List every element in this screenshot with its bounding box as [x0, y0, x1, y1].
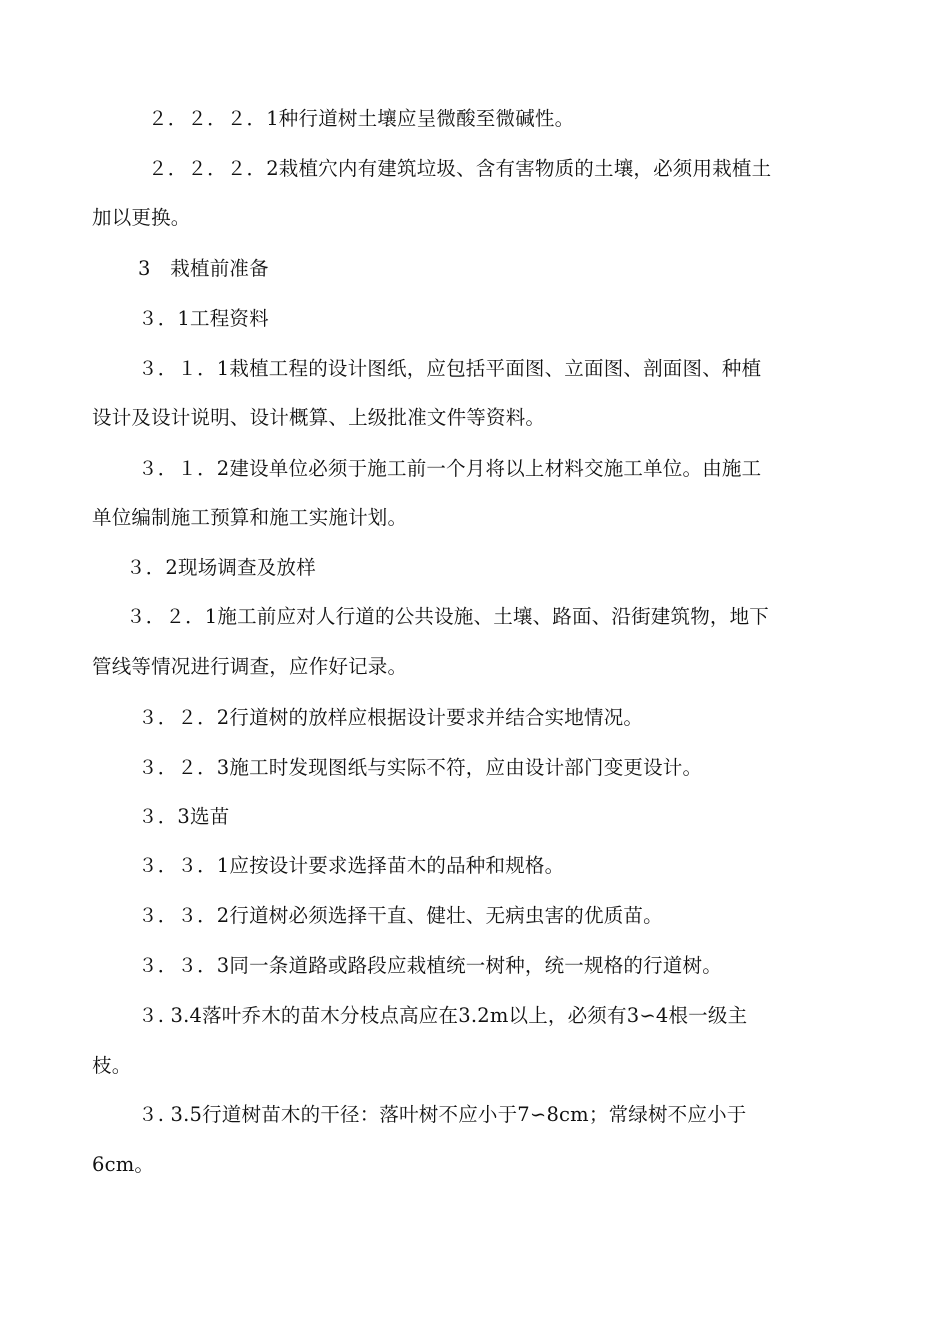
text-line-2221: ２．２．２．1种行道树土壤应呈微酸至微碱性。	[148, 107, 575, 130]
text-line-333: ３．３．3同一条道路或路段应栽植统一树种，统一规格的行道树。	[138, 954, 722, 977]
text-line-322: ３．２．2行道树的放样应根据设计要求并结合实地情况。	[138, 706, 644, 729]
text-line-331: ３．３．1应按设计要求选择苗木的品种和规格。	[138, 854, 565, 877]
section-heading-3: 3 栽植前准备	[138, 257, 269, 280]
text-line-2222-cont: 加以更换。	[92, 206, 191, 229]
text-line-2222: ２．２．２．2栽植穴内有建筑垃圾、含有害物质的土壤，必须用栽植土	[148, 157, 772, 180]
text-line-311-cont: 设计及设计说明、设计概算、上级批准文件等资料。	[92, 406, 546, 429]
text-line-334-cont: 枝。	[92, 1054, 132, 1077]
text-line-323: ３．２．3施工时发现图纸与实际不符，应由设计部门变更设计。	[138, 756, 703, 779]
subsection-heading-31: ３．1工程资料	[138, 307, 269, 330]
subsection-heading-32: ３．2现场调查及放样	[126, 556, 316, 579]
text-line-335-cont: 6cm。	[92, 1153, 155, 1176]
subsection-heading-33: ３．3选苗	[138, 805, 230, 828]
text-line-311: ３．１．1栽植工程的设计图纸，应包括平面图、立面图、剖面图、种植	[138, 357, 762, 380]
text-line-321: ３．２．1施工前应对人行道的公共设施、土壤、路面、沿街建筑物，地下	[126, 605, 770, 628]
text-line-321-cont: 管线等情况进行调查，应作好记录。	[92, 655, 408, 678]
text-line-312: ３．１．2建设单位必须于施工前一个月将以上材料交施工单位。由施工	[138, 457, 762, 480]
text-line-334: ３. 3.4落叶乔木的苗木分枝点高应在3.2m以上，必须有3∽4根一级主	[138, 1004, 748, 1027]
text-line-312-cont: 单位编制施工预算和施工实施计划。	[92, 506, 408, 529]
text-line-332: ３．３．2行道树必须选择干直、健壮、无病虫害的优质苗。	[138, 904, 663, 927]
text-line-335: ３. 3.5行道树苗木的干径：落叶树不应小于7∽8cm；常绿树不应小于	[138, 1103, 747, 1126]
